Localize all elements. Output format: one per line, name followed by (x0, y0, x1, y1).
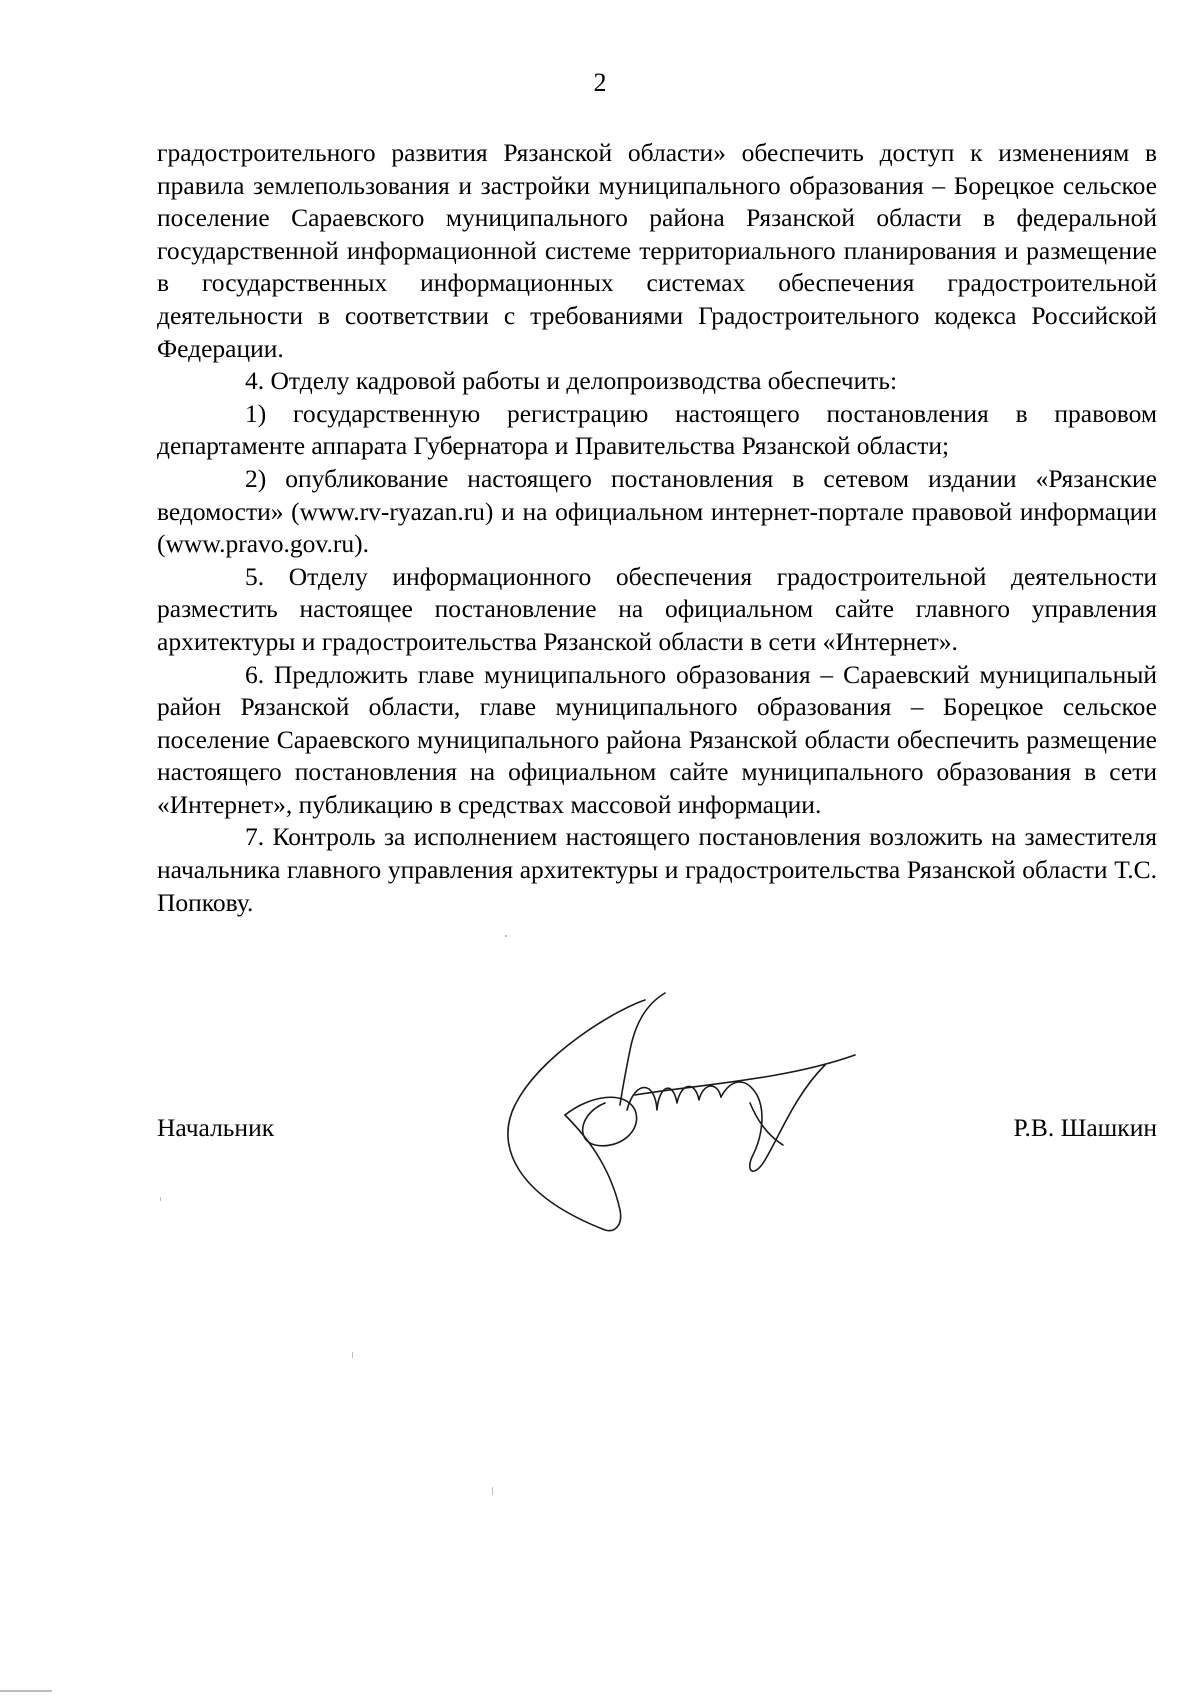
paragraph-item-7: 7. Контроль за исполнением настоящего постановления возложить на заместителя начальника главного управления архитектуры и градостроительства Рязанской области Т.С. Попкову. (157, 822, 1157, 917)
signatory-name: Р.В. Шашкин (1013, 1113, 1157, 1142)
paragraph-item-4: 4. Отделу кадровой работы и делопроизводства обеспечить: (245, 366, 898, 396)
page-number: 2 (593, 68, 607, 97)
paragraph-item-4-1: 1) государственную регистрацию настоящего постановления в правовом департаменте аппарата Губернатора и Правительства Рязанской области; (157, 398, 1157, 461)
paragraph-continuation: градостроительного развития Рязанской области» обеспечить доступ к изменениям в правила землепользования и застройки муниципального образования – Борецкое сельское поселение Сараевского муниципального района Рязанской области в федеральной государственной информационной системе территориального планирования и размещение в государственных информационных системах обеспечения градостроительной деятельности в соответствии с требованиями Градостроительного кодекса Российской Федерации. (157, 138, 1157, 363)
signature-block (157, 1112, 1157, 1152)
paragraph-item-6: 6. Предложить главе муниципального образования – Сараевский муниципальный район Рязанской области, главе муниципального образования – Борецкое сельское поселение Сараевского муниципального района Рязанской области обеспечить размещение настоящего постановления на официальном сайте муниципального образования в сети «Интернет», публикацию в средствах массовой информации. (157, 659, 1157, 819)
scan-artifact (352, 1352, 353, 1358)
scan-artifact (0, 1690, 52, 1692)
paragraph-item-5: 5. Отделу информационного обеспечения градостроительной деятельности разместить настоящее постановление на официальном сайте главного управления архитектуры и градостроительства Рязанской области в сети «Интернет». (157, 561, 1157, 656)
scan-artifact (160, 1197, 161, 1201)
signatory-title: Начальник (157, 1113, 275, 1142)
scan-artifact (492, 1487, 493, 1495)
paragraph-item-4-2: 2) опубликование настоящего постановления в сетевом издании «Рязанские ведомости» (www.rv-ryazan.ru) и на официальном интернет-портале правовой информации (www.pravo.gov.ru). (157, 463, 1157, 559)
document-body (157, 137, 1157, 919)
scan-artifact (505, 935, 507, 937)
